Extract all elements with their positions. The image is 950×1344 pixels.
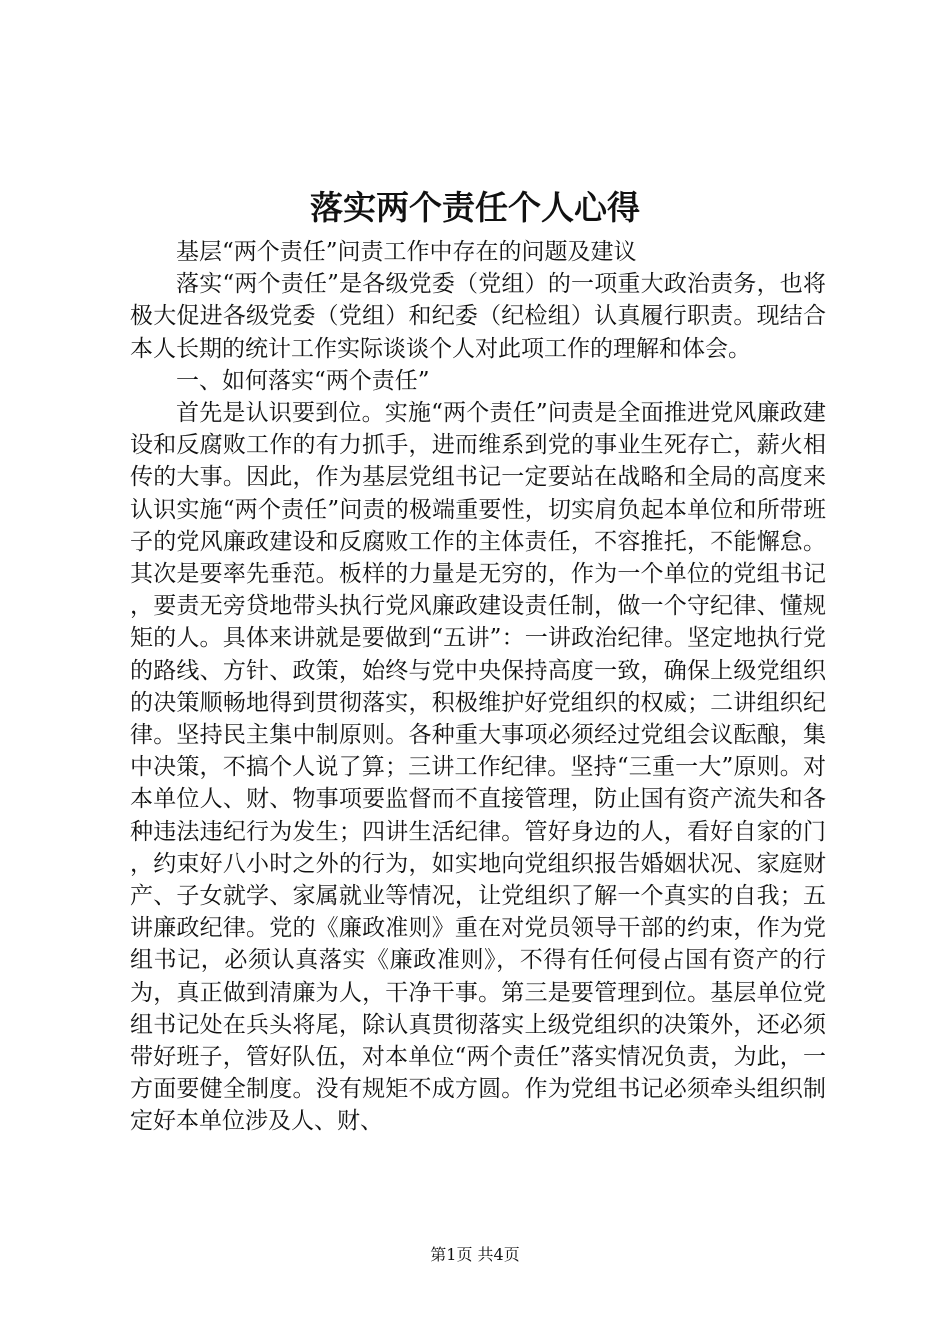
paragraph-main: 首先是认识要到位。实施“两个责任”问责是全面推进党风廉政建设和反腐败工作的有力抓手，进而维系到党的事业生死存亡，薪火相传的大事。因此，作为基层党组书记一定要站在战略和全局的高度来认识实施“两个责任”问责的极端重要性，切实肩负起本单位和所带班子的党风廉政建设和反腐败工作的主体责任，不容推托，不能懈怠。其次是要率先垂范。板样的力量是无穷的，作为一个单位的党组书记，要责无旁贷地带头执行党风廉政建设责任制，做一个守纪律、懂规矩的人。具体来讲就是要做到“五讲”：一讲政治纪律。坚定地执行党的路线、方针、政策，始终与党中央保持高度一致，确保上级党组织的决策顺畅地得到贯彻落实，积极维护好党组织的权威；二讲组织纪律。坚持民主集中制原则。各种重大事项必须经过党组会议酝酿，集中决策，不搞个人说了算；三讲工作纪律。坚持“三重一大”原则。对本单位人、财、物事项要监督而不直接管理，防止国有资产流失和各种违法违纪行为发生；四讲生活纪律。管好身边的人，看好自家的门，约束好八小时之外的行为，如实地向党组织报告婚姻状况、家庭财产、子女就学、家属就业等情况，让党组织了解一个真实的自我；五讲廉政纪律。党的《廉政准则》重在对党员领导干部的约束，作为党组书记，必须认真落实《廉政准则》，不得有任何侵占国有资产的行为，真正做到清廉为人，干净干事。第三是要管理到位。基层单位党组书记处在兵头将尾，除认真贯彻落实上级党组织的决策外，还必须带好班子，管好队伍，对本单位“两个责任”落实情况负责，为此，一方面要健全制度。没有规矩不成方圆。作为党组书记必须牵头组织制定好本单位涉及人、财、 xyxy=(130,400,826,1135)
paragraph-intro: 落实“两个责任”是各级党委（党组）的一项重大政治责务，也将极大促进各级党委（党组）和纪委（纪检组）认真履行职责。现结合本人长期的统计工作实际谈谈个人对此项工作的理解和体会。 xyxy=(130,271,826,362)
document-body xyxy=(130,236,826,1138)
document-title: 落实两个责任个人心得 xyxy=(310,188,640,227)
section-heading: 一、如何落实“两个责任” xyxy=(176,367,430,394)
page-footer: 第1页 共4页 xyxy=(430,1245,520,1264)
paragraph-subtitle: 基层“两个责任”问责工作中存在的问题及建议 xyxy=(176,239,637,265)
